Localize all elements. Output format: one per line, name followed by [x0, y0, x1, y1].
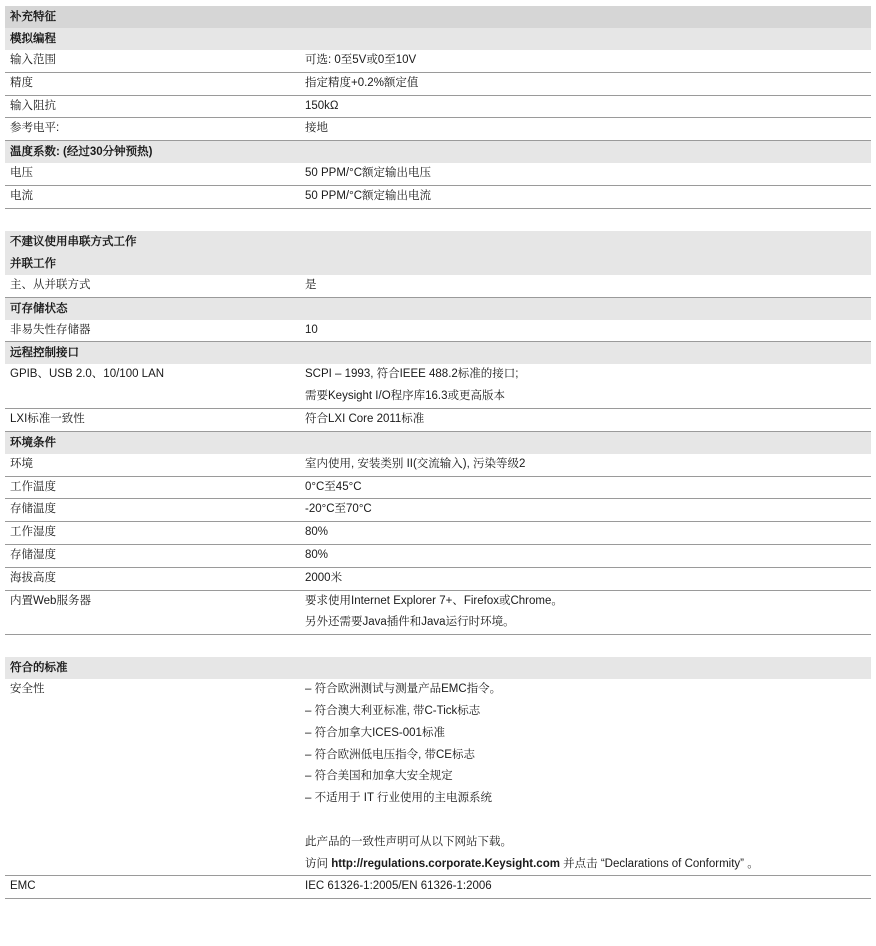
table-row [5, 118, 871, 141]
subsection-parallel: 并联工作 [5, 253, 871, 275]
table-row [5, 477, 871, 500]
visit-line [305, 854, 871, 876]
table-row [5, 591, 871, 636]
list-item: – 符合美国和加拿大安全规定 [305, 770, 453, 783]
section-title-supplemental: 补充特征 [5, 6, 871, 28]
table-row [5, 163, 871, 186]
row-value: 80% [305, 526, 329, 539]
list-item: – 符合澳大利亚标准, 带C-Tick标志 [305, 704, 481, 717]
table-row [5, 522, 871, 545]
row-value: -20°C至70°C [305, 503, 372, 516]
table-row [5, 186, 871, 209]
table-row [5, 409, 871, 432]
row-value: 可选: 0至5V或0至10V [305, 54, 417, 66]
row-value: 是 [305, 278, 317, 291]
table-row [5, 545, 871, 568]
table-row [5, 454, 871, 477]
table-row [5, 275, 871, 298]
row-value: IEC 61326-1:2005/EN 61326-1:2006 [305, 880, 492, 893]
table-row [5, 876, 871, 899]
row-label: 参考电平: [10, 122, 60, 135]
list-item: – 符合欧洲测试与测量产品EMC指令。 [305, 683, 502, 696]
table-row [5, 568, 871, 591]
table-row [5, 320, 871, 343]
value-line: 要求使用Internet Explorer 7+、Firefox或Chrome。 [305, 594, 563, 607]
row-label: 主、从并联方式 [10, 278, 91, 291]
row-value: 0°C至45°C [305, 480, 362, 493]
section-title-series-note: 不建议使用串联方式工作 [5, 231, 871, 253]
value-line: SCPI – 1993, 符合IEEE 488.2标准的接口; [305, 368, 519, 381]
row-value [305, 679, 871, 875]
table-row [5, 499, 871, 522]
row-label: 输入范围 [10, 54, 56, 66]
row-label: 存储温度 [10, 503, 56, 516]
declaration-line: 此产品的一致性声明可从以下网站下载。 [305, 835, 512, 848]
subsection-analog-programming: 模拟编程 [5, 28, 871, 50]
row-value: 2000米 [305, 571, 343, 584]
row-label: LXI标准一致性 [10, 412, 85, 425]
row-value: 80% [305, 548, 329, 561]
row-value: 150kΩ [305, 99, 339, 112]
row-label: 工作温度 [10, 480, 56, 493]
spec-sheet [5, 6, 871, 899]
value-line: 需要Keysight I/O程序库16.3或更高版本 [305, 390, 506, 403]
list-item: – 不适用于 IT 行业使用的主电源系统 [305, 792, 492, 805]
row-label: 存储湿度 [10, 548, 56, 561]
regulations-link[interactable]: http://regulations.corporate.Keysight.com [331, 857, 560, 870]
row-label: 内置Web服务器 [10, 594, 91, 607]
blank-line [305, 810, 871, 832]
subsection-environment: 环境条件 [5, 432, 871, 454]
section-title-standards: 符合的标准 [5, 657, 871, 679]
section-gap [5, 209, 871, 231]
row-value [305, 364, 871, 408]
row-value: 室内使用, 安装类别 II(交流输入), 污染等级2 [305, 457, 526, 470]
row-value: 50 PPM/°C额定输出电流 [305, 189, 432, 202]
row-label: 工作湿度 [10, 526, 56, 539]
subsection-remote-interface: 远程控制接口 [5, 342, 871, 364]
row-value: 10 [305, 323, 318, 336]
row-value [305, 591, 871, 635]
visit-suffix: 并点击 “Declarations of Conformity” 。 [559, 857, 759, 870]
value-line: 另外还需要Java插件和Java运行时环境。 [305, 616, 515, 629]
table-row [5, 96, 871, 119]
row-label: 环境 [10, 457, 33, 470]
row-label: 精度 [10, 76, 33, 89]
table-row [5, 364, 871, 409]
row-value: 符合LXI Core 2011标准 [305, 412, 425, 425]
row-value: 50 PPM/°C额定输出电压 [305, 167, 432, 180]
subsection-temperature-coefficient: 温度系数: (经过30分钟预热) [5, 141, 871, 163]
list-item: – 符合欧洲低电压指令, 带CE标志 [305, 748, 475, 761]
section-gap [5, 635, 871, 657]
row-value: 指定精度+0.2%额定值 [305, 76, 419, 89]
table-row [5, 50, 871, 73]
table-row [5, 73, 871, 96]
row-label: EMC [10, 880, 36, 893]
row-label: 非易失性存储器 [10, 323, 91, 336]
row-label: 海拔高度 [10, 571, 56, 584]
subsection-storage-states: 可存储状态 [5, 298, 871, 320]
row-label: 电流 [10, 189, 33, 202]
row-label: GPIB、USB 2.0、10/100 LAN [10, 368, 165, 381]
row-value: 接地 [305, 122, 328, 135]
row-label: 电压 [10, 167, 33, 180]
table-row [5, 679, 871, 876]
list-item: – 符合加拿大ICES-001标准 [305, 726, 445, 739]
visit-prefix: 访问 [305, 857, 332, 870]
row-label: 输入阻抗 [10, 99, 56, 112]
row-label: 安全性 [10, 683, 45, 696]
